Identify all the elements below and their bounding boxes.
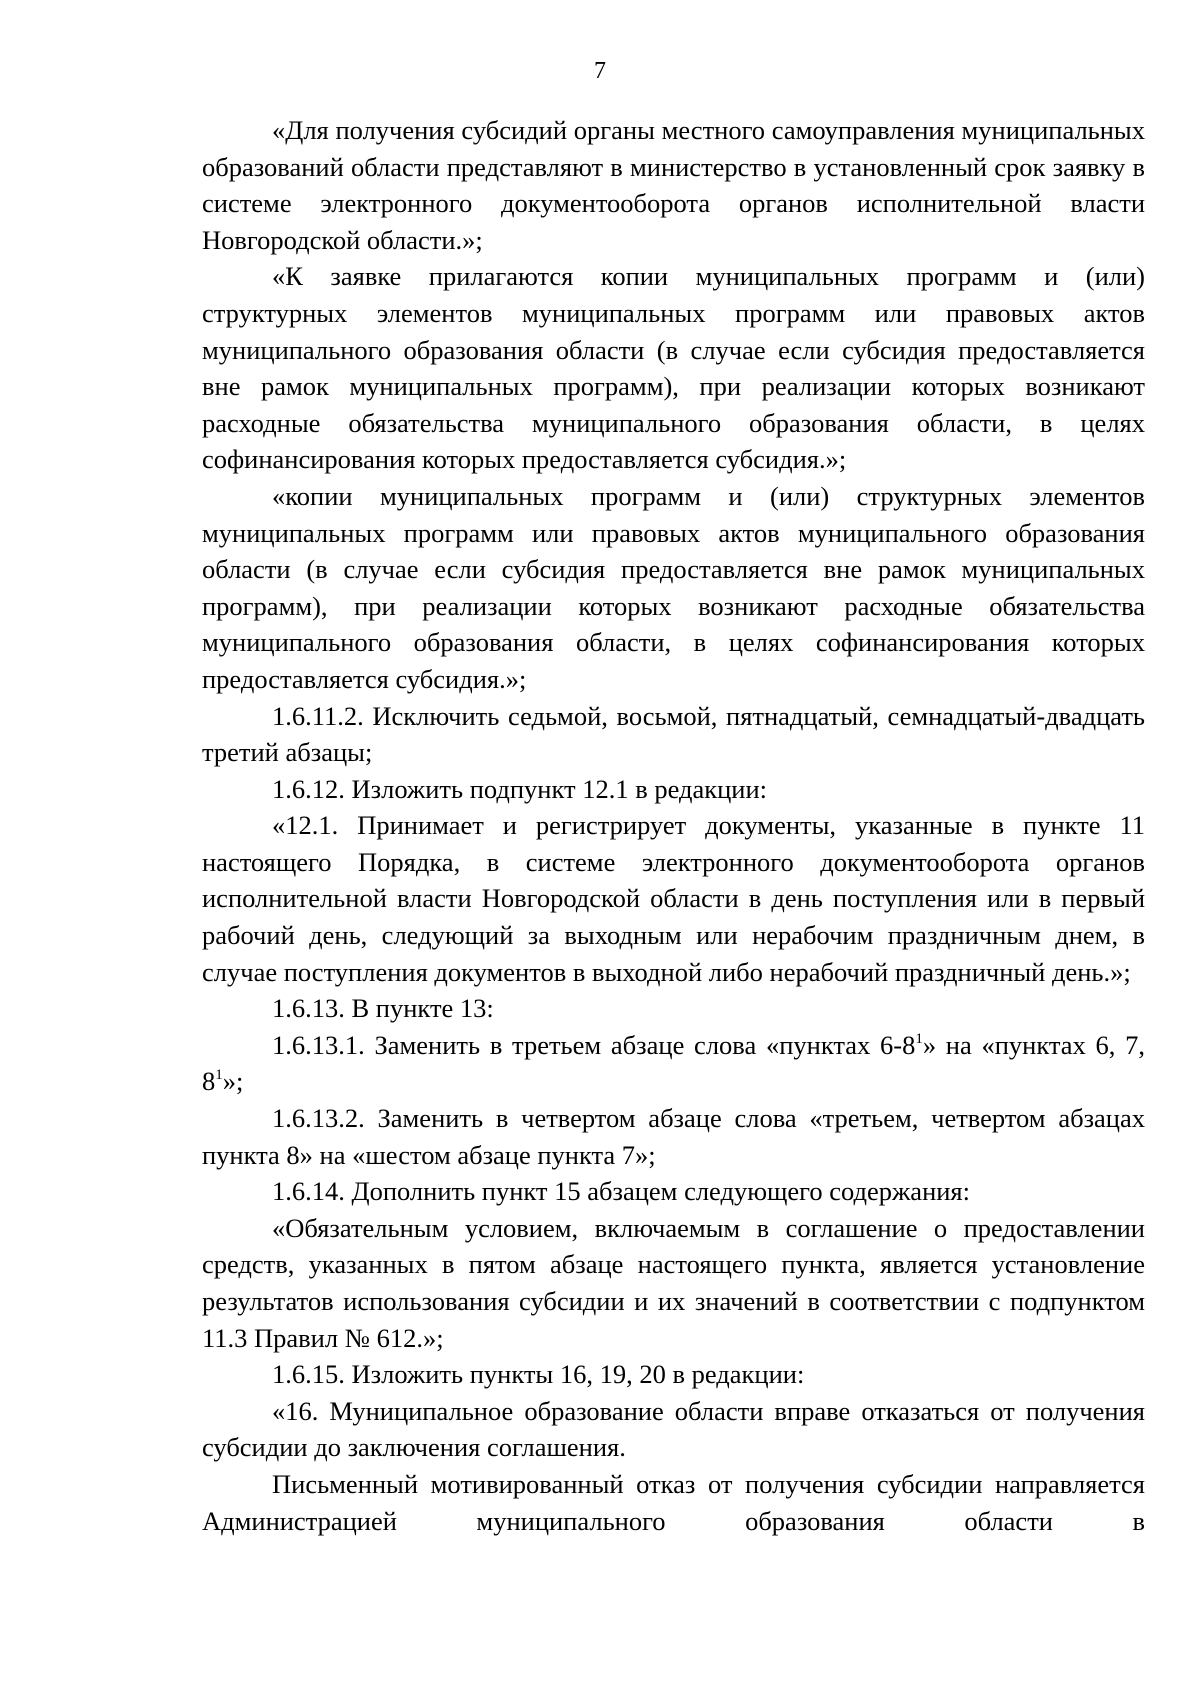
page-number: 7 [594, 58, 606, 84]
paragraph: «К заявке прилагаются копии муниципальных программ и (или) структурных элементов муниципальных программ или правовых актов муниципального образования области (в случае если субсидия предоставляется вне рамок муниципальных программ), при реализации которых возникают расходные обязательства муниципального образования области, в целях софинансирования которых предоставляется субсидия.»; [202, 261, 1145, 475]
paragraph: 1.6.13.2. Заменить в четвертом абзаце слова «третьем, четвертом абзацах пункта 8» на «шестом абзаце пункта 7»; [202, 1103, 1145, 1170]
paragraph: Письменный мотивированный отказ от получения субсидии направляется Администрацией муниципального образования области в [202, 1468, 1145, 1536]
paragraph: 1.6.14. Дополнить пункт 15 абзацем следующего содержания: [272, 1176, 970, 1207]
paragraph: «12.1. Принимает и регистрирует документы, указанные в пункте 11 настоящего Порядка, в системе электронного документооборота органов исполнительной власти Новгородской области в день поступления или в первый рабочий день, следующий за выходным или нерабочим праздничным днем, в случае поступления документов в выходной либо нерабочий праздничный день.»; [202, 810, 1145, 987]
paragraph: 1.6.13. В пункте 13: [272, 993, 494, 1024]
paragraph-with-superscripts [202, 1027, 1145, 1100]
paragraph: «Обязательным условием, включаемым в соглашение о предоставлении средств, указанных в пятом абзаце настоящего пункта, является установление результатов использования субсидии и их значений в соответствии с подпунктом 11.3 Правил № 612.»; [202, 1212, 1145, 1353]
text-fragment: 1.6.13.1. Заменить в третьем абзаце слова «пунктах 6-8 [272, 1029, 916, 1060]
paragraph: «16. Муниципальное образование области вправе отказаться от получения субсидии до заключения соглашения. [202, 1395, 1145, 1463]
paragraph: «Для получения субсидий органы местного самоуправления муниципальных образований области представляют в министерство в установленный срок заявку в системе электронного документооборота органов исполнительной власти Новгородской области.»; [202, 115, 1145, 255]
superscript: 1 [915, 1030, 923, 1047]
superscript: 1 [215, 1067, 223, 1084]
paragraph: 1.6.15. Изложить пункты 16, 19, 20 в редакции: [272, 1359, 805, 1390]
text-fragment: » на «пунктах 6, 7, 8 [202, 1029, 1146, 1097]
text-fragment: »; [222, 1066, 244, 1097]
paragraph: 1.6.11.2. Исключить седьмой, восьмой, пятнадцатый, семнадцатый-двадцать третий абзацы; [202, 700, 1145, 768]
document-body [202, 112, 1145, 1539]
paragraph: «копии муниципальных программ и (или) структурных элементов муниципальных программ или правовых актов муниципального образования области (в случае если субсидия предоставляется вне рамок муниципальных программ), при реализации которых возникают расходные обязательства муниципального образования области, в целях софинансирования которых предоставляется субсидия.»; [202, 480, 1145, 694]
paragraph: 1.6.12. Изложить подпункт 12.1 в редакции: [272, 773, 768, 804]
